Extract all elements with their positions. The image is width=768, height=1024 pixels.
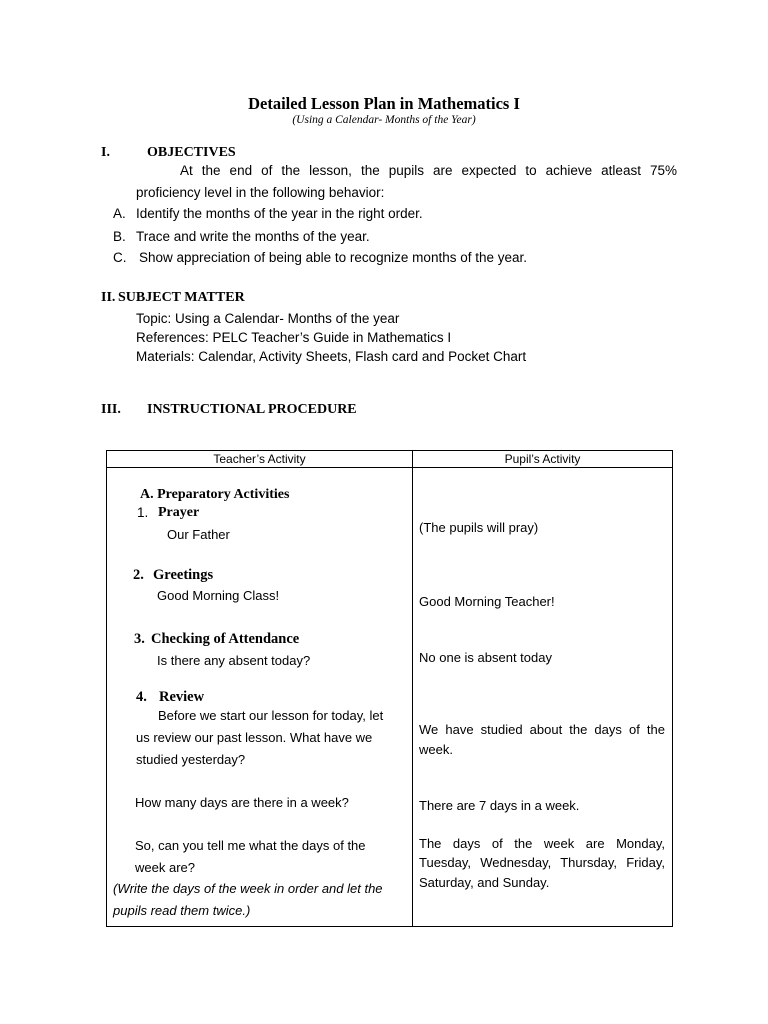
section-title-objectives: OBJECTIVES — [147, 145, 236, 160]
table-header-divider — [107, 467, 672, 468]
document-subtitle: (Using a Calendar- Months of the Year) — [292, 114, 476, 126]
activity-number: 4. — [136, 689, 147, 705]
pupil-days-list-line: The days of the week are Monday, — [419, 836, 665, 851]
teacher-prayer-text: Our Father — [167, 527, 230, 542]
activity-heading-prayer: Prayer — [158, 505, 200, 520]
activity-heading-review: Review — [159, 689, 205, 705]
teacher-attendance-question: Is there any absent today? — [157, 653, 311, 668]
pupil-review-line: week. — [419, 742, 453, 757]
objective-letter: B. — [113, 229, 126, 244]
pupil-greeting-response: Good Morning Teacher! — [419, 594, 555, 609]
table-header-teacher: Teacher’s Activity — [213, 452, 306, 466]
activity-heading-greetings: Greetings — [153, 567, 214, 583]
pupil-review-line: We have studied about the days of the — [419, 722, 665, 737]
objectives-intro-line-2: proficiency level in the following behavior: — [136, 185, 385, 200]
teacher-days-count-question: How many days are there in a week? — [135, 795, 349, 810]
pupil-days-list-line: Saturday, and Sunday. — [419, 875, 550, 890]
activity-number: 2. — [133, 567, 144, 583]
section-number-subject-matter: II. — [101, 290, 116, 305]
objectives-intro-line-1: At the end of the lesson, the pupils are expected to achieve atleast 75% — [180, 163, 677, 178]
table-column-divider — [412, 451, 413, 926]
section-title-procedure: INSTRUCTIONAL PROCEDURE — [147, 402, 357, 417]
teacher-instruction-line: (Write the days of the week in order and let the — [113, 881, 383, 896]
activity-heading-attendance: Checking of Attendance — [151, 631, 300, 647]
document-title: Detailed Lesson Plan in Mathematics I — [248, 94, 520, 113]
teacher-greeting-text: Good Morning Class! — [157, 588, 280, 603]
activity-number: 3. — [134, 631, 145, 647]
pupil-days-count-response: There are 7 days in a week. — [419, 798, 580, 813]
objective-letter: C. — [113, 250, 127, 265]
teacher-review-line: studied yesterday? — [136, 752, 246, 767]
objective-item: Identify the months of the year in the right order. — [136, 206, 423, 221]
objective-item: Show appreciation of being able to recognize months of the year. — [139, 250, 527, 265]
teacher-instruction-line: pupils read them twice.) — [113, 903, 251, 918]
section-title-subject-matter: SUBJECT MATTER — [118, 290, 245, 305]
section-a-heading: A. Preparatory Activities — [140, 487, 290, 502]
table-header-pupil: Pupil’s Activity — [504, 452, 581, 466]
teacher-days-question-line: So, can you tell me what the days of the — [135, 838, 366, 853]
subject-topic: Topic: Using a Calendar- Months of the year — [136, 311, 400, 326]
subject-materials: Materials: Calendar, Activity Sheets, Flash card and Pocket Chart — [136, 349, 527, 364]
pupil-attendance-response: No one is absent today — [419, 650, 552, 665]
objective-letter: A. — [113, 206, 126, 221]
procedure-table — [106, 450, 673, 927]
teacher-review-line: us review our past lesson. What have we — [136, 730, 373, 745]
pupil-prayer-response: (The pupils will pray) — [419, 520, 539, 535]
section-number-objectives: I. — [101, 145, 110, 160]
activity-number: 1. — [137, 505, 149, 520]
pupil-days-list-line: Tuesday, Wednesday, Thursday, Friday, — [419, 855, 665, 870]
teacher-days-question-line: week are? — [135, 860, 195, 875]
section-number-procedure: III. — [101, 402, 121, 417]
teacher-review-line: Before we start our lesson for today, let — [158, 708, 384, 723]
objective-item: Trace and write the months of the year. — [136, 229, 370, 244]
subject-references: References: PELC Teacher’s Guide in Mathematics I — [136, 330, 452, 345]
